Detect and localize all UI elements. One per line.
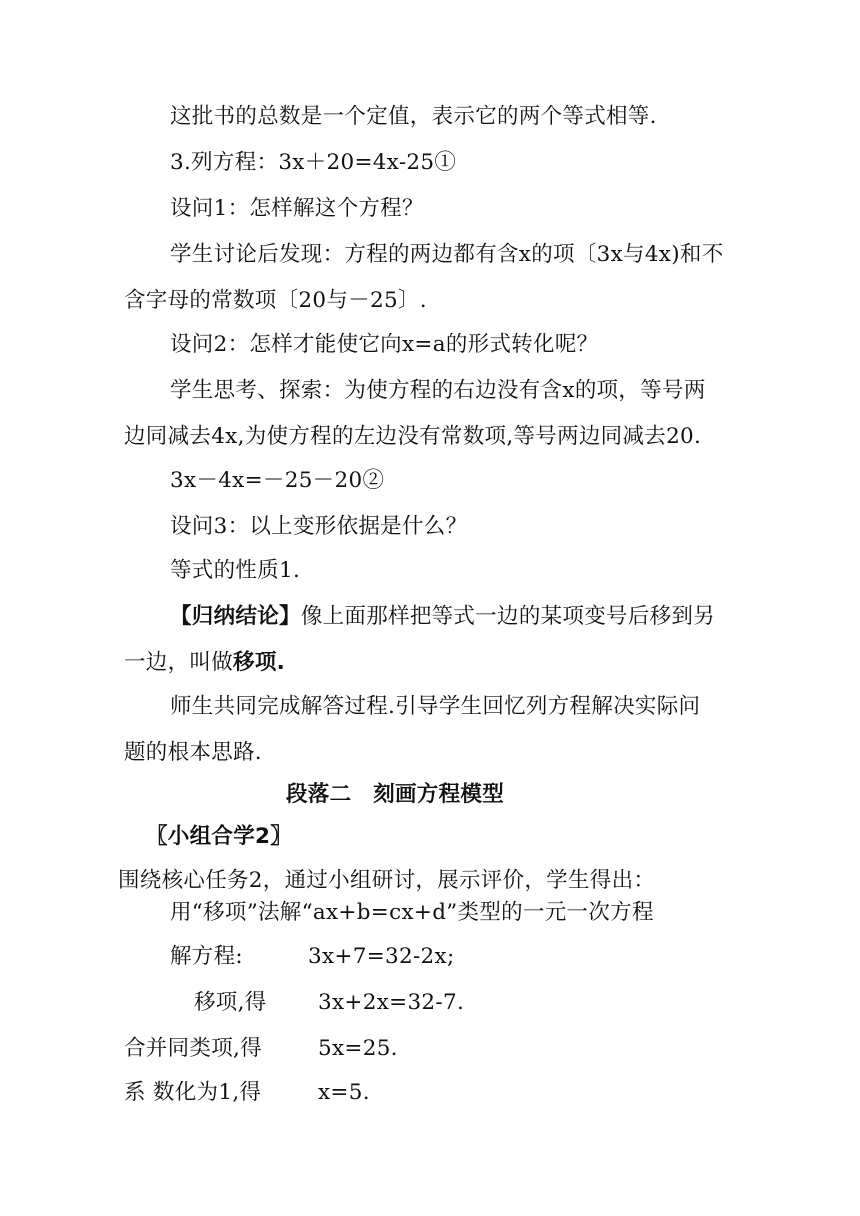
paragraph-line: 用“移项”法解“ax+b=cx+d”类型的一元一次方程: [170, 900, 654, 925]
paragraph-line: 这批书的总数是一个定值，表示它的两个等式相等.: [170, 104, 657, 129]
solution-step-equation: 3x+7=32-2x;: [308, 944, 455, 969]
question-line: 设问3：以上变形依据是什么？: [170, 514, 468, 539]
solution-step-label: 合并同类项,得: [124, 1036, 262, 1061]
question-line: 设问2：怎样才能使它向x=a的形式转化呢？: [170, 332, 599, 357]
paragraph-line: 师生共同完成解答过程.引导学生回忆列方程解决实际问: [170, 694, 701, 719]
solution-step-label: 系 数化为1,得: [124, 1080, 262, 1105]
conclusion-text: 像上面那样把等式一边的某项变号后移到另: [300, 604, 716, 629]
equation-line: 3x－4x=－25－20②: [170, 468, 385, 493]
subsection-heading: 〖小组合学2〗: [146, 824, 293, 849]
solution-step-label: 移项,得: [194, 990, 267, 1015]
section-heading: 段落二 刻画方程模型: [286, 782, 505, 807]
question-line: 设问1：怎样解这个方程？: [170, 196, 424, 221]
paragraph-line: 学生思考、探索：为使方程的右边没有含x的项，等号两: [170, 378, 706, 403]
conclusion-line: [170, 602, 715, 632]
paragraph-line: 边同减去4x,为使方程的左边没有常数项,等号两边同减去20.: [124, 424, 702, 449]
paragraph-line: 学生讨论后发现：方程的两边都有含x的项〔3x与4x)和不: [170, 242, 724, 267]
conclusion-line: [124, 648, 285, 678]
solution-step-equation: x=5.: [318, 1080, 370, 1105]
paragraph-line: 含字母的常数项〔20与－25〕.: [124, 288, 427, 313]
conclusion-text: 一边，叫做: [124, 650, 234, 675]
paragraph-line: 围绕核心任务2，通过小组研讨，展示评价，学生得出：: [118, 868, 656, 893]
paragraph-line: 题的根本思路.: [124, 740, 262, 765]
paragraph-line: 等式的性质1.: [170, 558, 301, 583]
solution-step-equation: 5x=25.: [318, 1036, 398, 1061]
conclusion-tag: 【归纳结论】: [170, 604, 301, 629]
equation-line: 3.列方程：3x＋20=4x-25①: [170, 150, 457, 175]
solution-step-equation: 3x+2x=32-7.: [318, 990, 465, 1015]
term-highlight: 移项.: [233, 650, 286, 675]
solution-step-label: 解方程:: [170, 944, 243, 969]
